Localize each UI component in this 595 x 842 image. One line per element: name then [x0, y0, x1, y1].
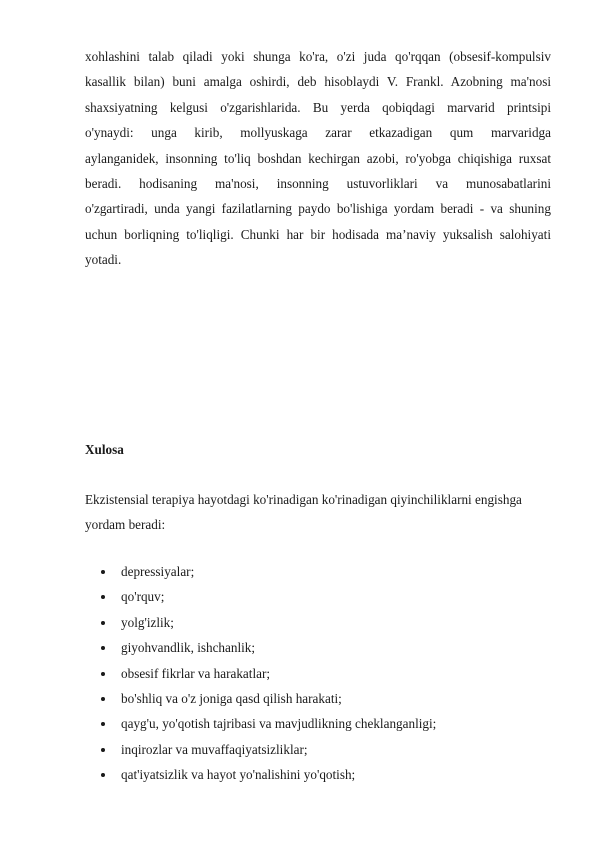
list-item-text: obsesif fikrlar va harakatlar;: [121, 665, 271, 681]
paragraph-line: uchun borliqning to'liqligi. Chunki har bir hodisada ma’naviy yuksalish salohiyati: [85, 226, 551, 242]
paragraph-line: o'ynaydi: unga kirib, mollyuskaga zarar etkazadigan qum marvaridga: [85, 125, 551, 141]
list-item-text: depressiyalar;: [121, 564, 195, 579]
list-item: [0, 610, 595, 635]
list-item: [0, 711, 595, 736]
paragraph-line: yordam beradi:: [85, 517, 166, 533]
bullet-icon: [101, 646, 105, 650]
bullet-icon: [101, 621, 105, 625]
body-paragraph-2: [85, 487, 555, 538]
paragraph-line: Ekzistensial terapiya hayotdagi ko'rinadigan ko'rinadigan qiyinchiliklarni engishga: [85, 492, 522, 507]
list-item-text: inqirozlar va muvaffaqiyatsizliklar;: [121, 741, 308, 757]
paragraph-line: o'zgartiradi, unda yangi fazilatlarning paydo bo'lishiga yordam beradi - va shuning: [85, 201, 551, 217]
bullet-icon: [101, 697, 105, 701]
list-item-text: giyohvandlik, ishchanlik;: [121, 640, 256, 656]
paragraph-line: kasallik bilan) buni amalga oshirdi, deb hisoblaydi V. Frankl. Azobning ma'nosi: [85, 74, 551, 90]
list-item-text: bo'shliq va o'z joniga qasd qilish harakati;: [121, 690, 342, 706]
bullet-icon: [101, 672, 105, 676]
list-item-text: qat'iyatsizlik va hayot yo'nalishini yo'qotish;: [121, 767, 356, 783]
paragraph-line: aylanganidek, insonning to'liq boshdan kechirgan azobi, ro'yobga chiqishiga ruxsat: [85, 150, 551, 166]
list-item: [0, 635, 595, 660]
list-item: [0, 661, 595, 686]
bullet-icon: [101, 773, 105, 777]
list-item-text: yolg'izlik;: [121, 614, 174, 630]
body-paragraph-1: [85, 44, 551, 273]
paragraph-line: xohlashini talab qiladi yoki shunga ko'ra, o'zi juda qo'rqqan (obsesif-kompulsiv: [85, 49, 551, 64]
list-item: [0, 762, 595, 787]
bullet-icon: [101, 722, 105, 726]
bullet-list: [0, 559, 595, 788]
bullet-icon: [101, 748, 105, 752]
list-item-text: qo'rquv;: [121, 589, 165, 605]
paragraph-line: shaxsiyatning kelgusi o'zgarishlarida. Bu yerda qobiqdagi marvarid printsipi: [85, 99, 551, 115]
list-item-text: qayg'u, yo'qotish tajribasi va mavjudlikning cheklanganligi;: [121, 716, 437, 732]
section-heading: Xulosa: [85, 442, 124, 457]
list-item: [0, 686, 595, 711]
paragraph-line: beradi. hodisaning ma'nosi, insonning ustuvorliklari va munosabatlarini: [85, 175, 551, 191]
paragraph-line: yotadi.: [85, 252, 122, 268]
list-item: [0, 737, 595, 762]
bullet-icon: [101, 595, 105, 599]
list-item: [0, 559, 595, 584]
list-item: [0, 584, 595, 609]
bullet-icon: [101, 570, 105, 574]
